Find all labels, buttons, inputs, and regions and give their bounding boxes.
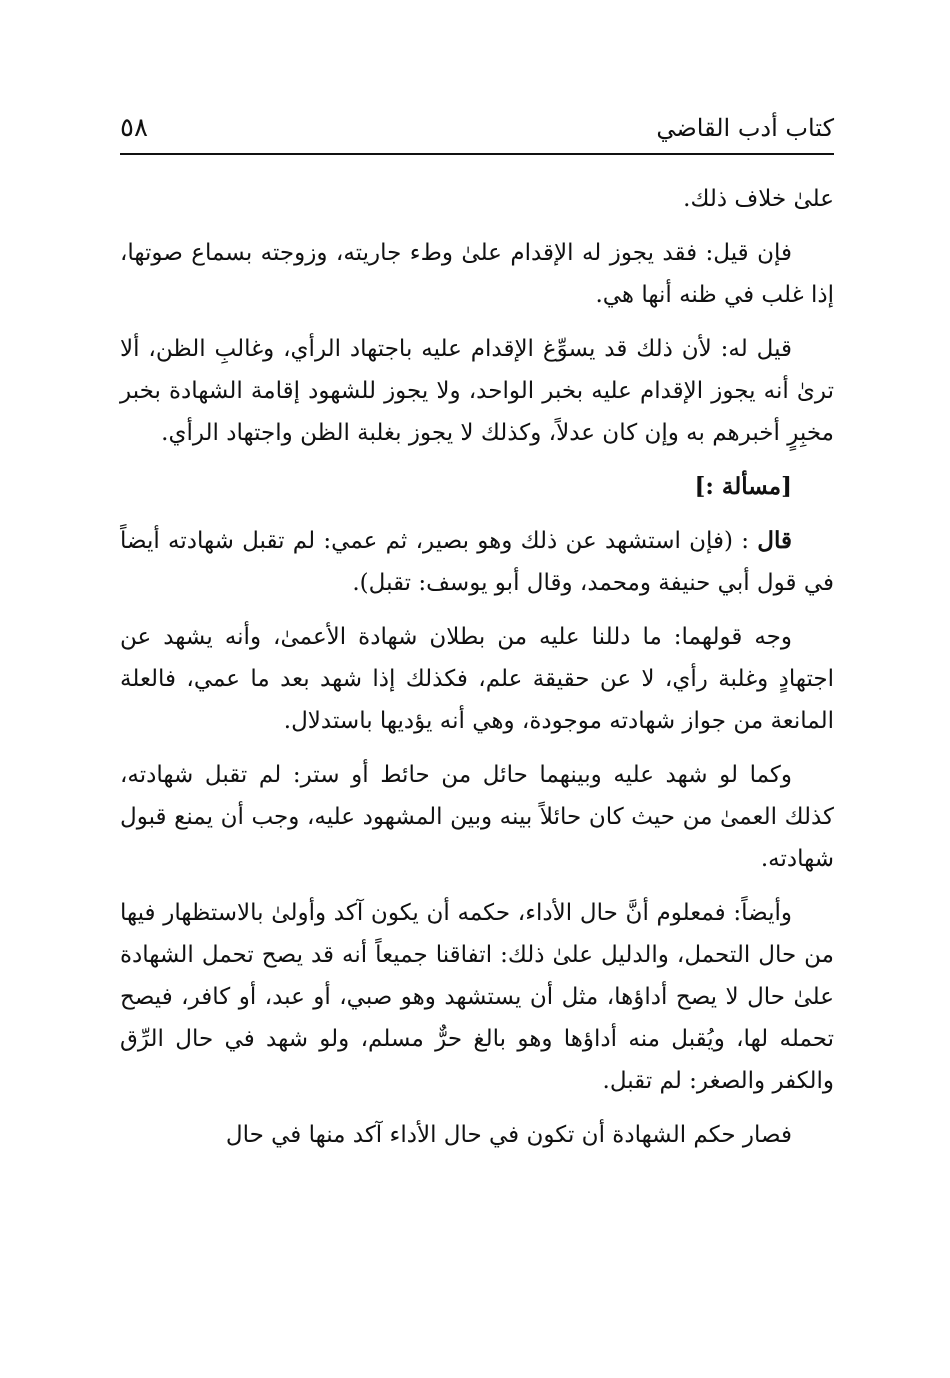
paragraph: وكما لو شهد عليه وبينهما حائل من حائط أو ستر: لم تقبل شهادته، كذلك العمىٰ من حيث كان حائلاً بينه وبين المشهود عليه، وجب أن يمنع قبول شهادته. [120,762,834,872]
section-heading: [مسألة :] [694,473,792,500]
paragraph: فصار حكم الشهادة أن تكون في حال الأداء آكد منها في حال [225,1122,792,1148]
masala-paragraph [120,520,834,604]
paragraph: فإن قيل: فقد يجوز له الإقدام علىٰ وطء جاريته، وزوجته بسماع صوتها، إذا غلب في ظنه أنها هي. [120,240,834,308]
masala-text: : (فإن استشهد عن ذلك وهو بصير، ثم عمي: لم تقبل شهادته أيضاً في قول أبي حنيفة ومحمد، وقال أبو يوسف: تقبل). [120,528,834,596]
masala-lead: قال [757,527,792,554]
paragraph: وأيضاً: فمعلوم أنَّ حال الأداء، حكمه أن يكون آكد وأولىٰ بالاستظهار فيها من حال التحمل، والدليل علىٰ ذلك: اتفاقنا جميعاً أنه قد يصح تحمل الشهادة علىٰ حال لا يصح أداؤها، مثل أن يستشهد وهو صبي، أو عبد، أو كافر، فيصح تحمله لها، ويُقبل منه أداؤها وهو بالغ حرٌّ مسلم، ولو شهد في حال الرِّق والكفر والصغر: لم تقبل. [120,900,834,1094]
running-header [120,108,834,148]
paragraph: قيل له: لأن ذلك قد يسوِّغ الإقدام عليه باجتهاد الرأي، وغالبِ الظن، ألا ترىٰ أنه يجوز الإقدام عليه بخبر الواحد، ولا يجوز للشهود إقامة الشهادة بخبر مخبِرٍ أخبرهم به وإن كان عدلاً، وكذلك لا يجوز بغلبة الظن واجتهاد الرأي. [120,336,834,446]
paragraph: وجه قولهما: ما دللنا عليه من بطلان شهادة الأعمىٰ، وأنه يشهد عن اجتهادٍ وغلبة رأي، لا عن حقيقة علم، فكذلك إذا شهد بعد ما عمي، فالعلة المانعة من جواز شهادته موجودة، وهي أنه يؤديها باستدلال. [120,624,834,734]
header-divider [120,153,834,155]
page-number: ٥٨ [120,113,148,143]
book-title: كتاب أدب القاضي [656,114,834,142]
page-body [120,178,834,1168]
paragraph: علىٰ خلاف ذلك. [683,186,834,212]
